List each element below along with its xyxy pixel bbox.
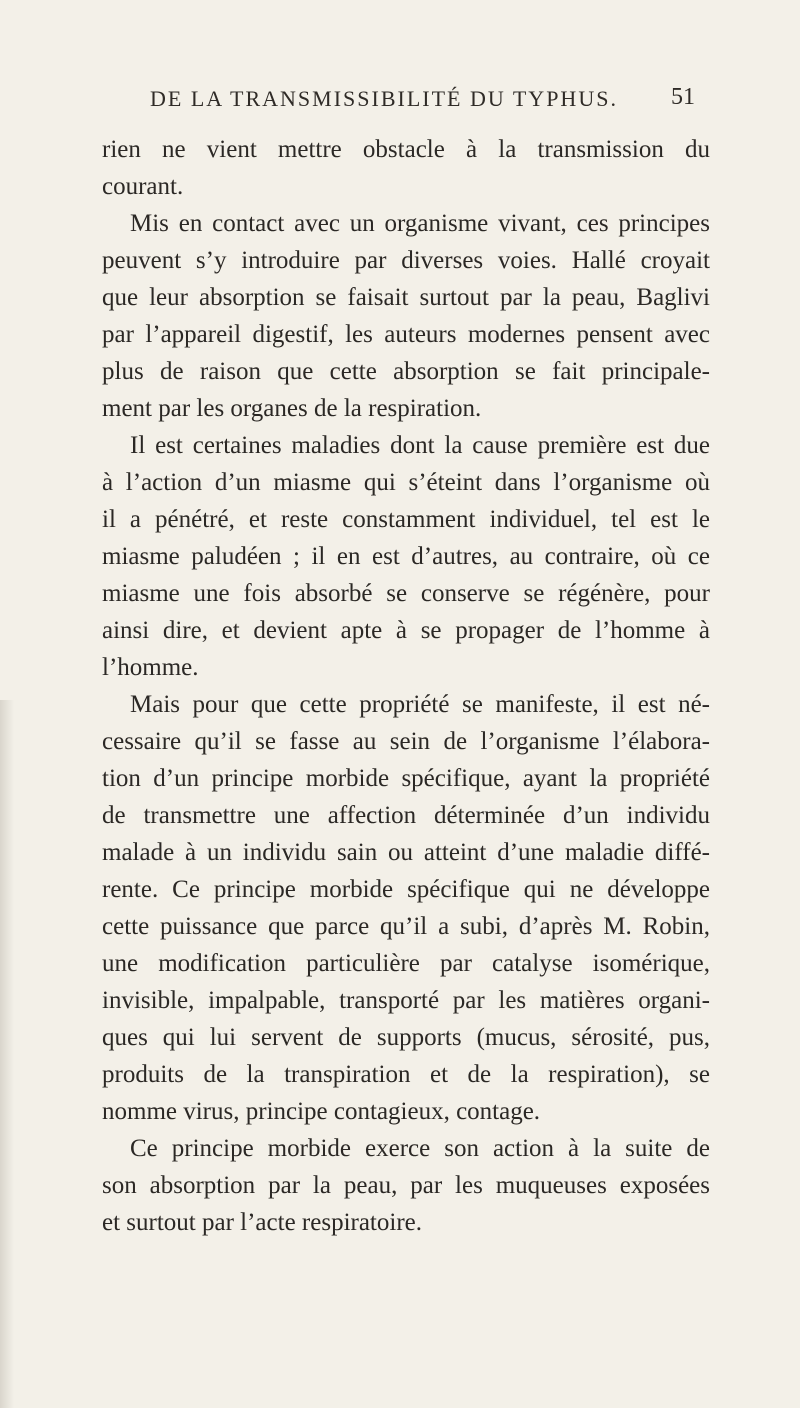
text-line: miasme paludéen ; il en est d’autres, au contraire, où ce (102, 543, 710, 570)
text-line: cette puissance que parce qu’il a subi, d’après M. Robin, (102, 913, 710, 940)
text-line: une modification particulière par catalyse isomérique, (102, 950, 710, 977)
text-line: son absorption par la peau, par les muqueuses exposées (102, 1172, 710, 1199)
paragraph (102, 131, 710, 205)
text-line: à l’action d’un miasme qui s’éteint dans l’organisme où (102, 469, 710, 496)
text-line: Ce principe morbide exerce son action à la suite de (130, 1135, 710, 1162)
text-line: courant. (102, 173, 184, 200)
text-line: ques qui lui servent de supports (mucus, sérosité, pus, (102, 1024, 710, 1051)
text-line: produits de la transpiration et de la respiration), se (102, 1061, 710, 1088)
page-edge-shadow (0, 700, 14, 1408)
text-line: rente. Ce principe morbide spécifique qui ne développe (102, 876, 710, 903)
text-line: ainsi dire, et devient apte à se propager de l’homme à (102, 617, 710, 644)
text-line: de transmettre une affection déterminée d’un individu (102, 802, 710, 829)
text-line: l’homme. (102, 654, 199, 681)
text-line: et surtout par l’acte respiratoire. (102, 1209, 422, 1236)
paragraph (102, 427, 710, 686)
page-header (0, 80, 800, 120)
text-line: malade à un individu sain ou atteint d’une maladie diffé- (102, 839, 710, 866)
running-title: DE LA TRANSMISSIBILITÉ DU TYPHUS. (150, 86, 618, 111)
text-line: Il est certaines maladies dont la cause première est due (130, 432, 710, 459)
text-line: peuvent s’y introduire par diverses voies. Hallé croyait (102, 247, 710, 274)
paragraph (102, 1130, 710, 1241)
text-line: cessaire qu’il se fasse au sein de l’organisme l’élabora- (102, 728, 710, 755)
text-line: plus de raison que cette absorption se fait principale- (102, 358, 710, 385)
text-line: par l’appareil digestif, les auteurs modernes pensent avec (102, 321, 710, 348)
page-number: 51 (671, 84, 695, 110)
paragraph (102, 205, 710, 427)
text-line: invisible, impalpable, transporté par les matières organi- (102, 987, 710, 1014)
body-text (102, 131, 710, 1241)
text-line: rien ne vient mettre obstacle à la transmission du (102, 136, 710, 163)
text-line: il a pénétré, et reste constamment individuel, tel est le (102, 506, 710, 533)
text-line: miasme une fois absorbé se conserve se régénère, pour (102, 580, 710, 607)
text-line: ment par les organes de la respiration. (102, 395, 482, 422)
text-line: Mais pour que cette propriété se manifeste, il est né- (130, 691, 710, 718)
text-line: tion d’un principe morbide spécifique, ayant la propriété (102, 765, 710, 792)
paragraph (102, 686, 710, 1130)
text-line: nomme virus, principe contagieux, contage. (102, 1098, 541, 1125)
text-line: que leur absorption se faisait surtout par la peau, Baglivi (102, 284, 710, 311)
text-line: Mis en contact avec un organisme vivant, ces principes (130, 210, 710, 237)
